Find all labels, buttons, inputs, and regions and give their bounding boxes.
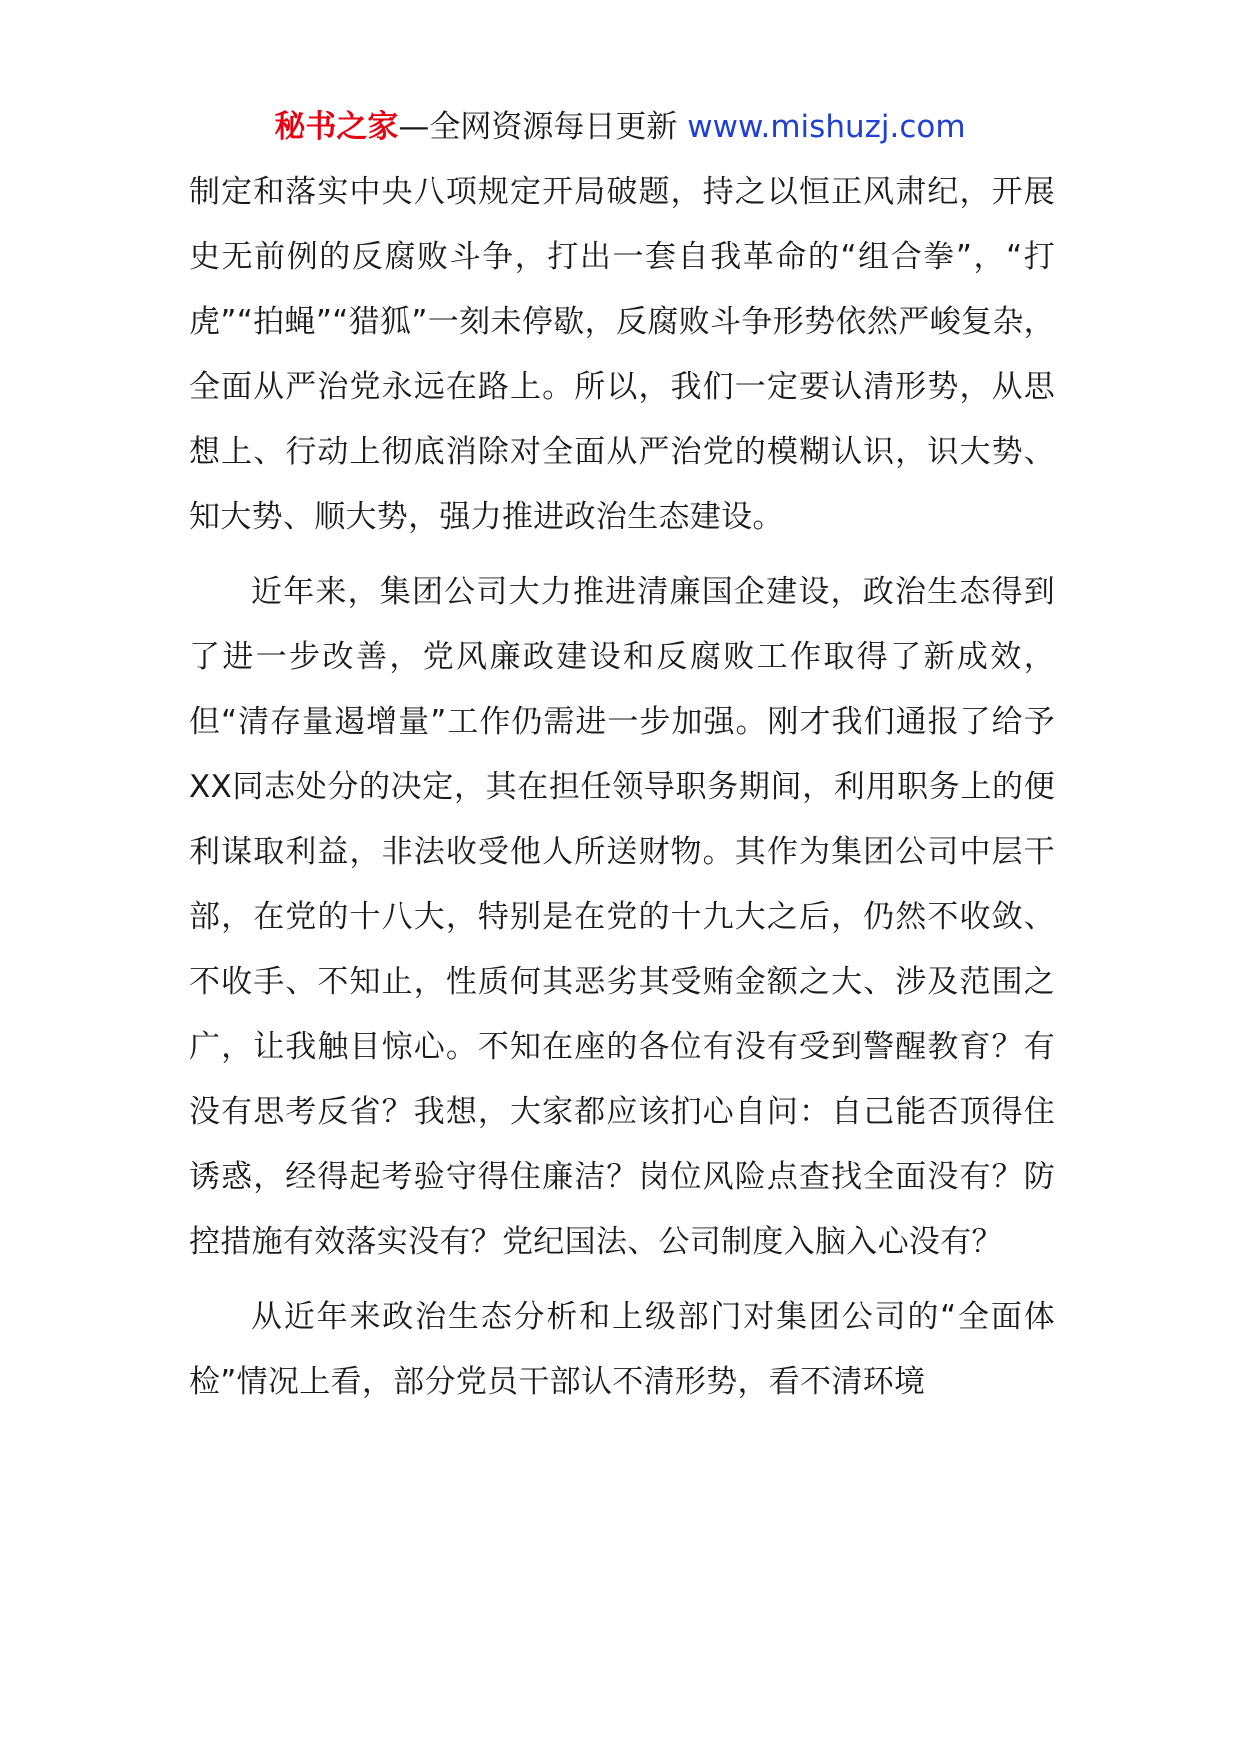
header-tagline: —全网资源每日更新 [398, 109, 688, 145]
paragraph-continuation: 制定和落实中央八项规定开局破题，持之以恒正风肃纪，开展史无前例的反腐败斗争，打出一套自我革命的“组合拳”，“打虎”“拍蝇”“猎狐”一刻未停歇，反腐败斗争形势依然严峻复杂，全面从严治党永远在路上。所以，我们一定要认清形势，从思想上、行动上彻底消除对全面从严治党的模糊认识，识大势、知大势、顺大势，强力推进政治生态建设。 [189, 174, 1055, 535]
paragraph-political-ecology: 从近年来政治生态分析和上级部门对集团公司的“全面体检”情况上看，部分党员干部认不清形势，看不清环境 [189, 1299, 1055, 1400]
page-header [0, 97, 1240, 157]
paragraph-recent-years: 近年来，集团公司大力推进清廉国企建设，政治生态得到了进一步改善，党风廉政建设和反腐败工作取得了新成效，但“清存量遏增量”工作仍需进一步加强。刚才我们通报了给予XX同志处分的决定，其在担任领导职务期间，利用职务上的便利谋取利益，非法收受他人所送财物。其作为集团公司中层干部，在党的十八大，特别是在党的十九大之后，仍然不收敛、不收手、不知止，性质何其恶劣其受贿金额之大、涉及范围之广，让我触目惊心。不知在座的各位有没有受到警醒教育？有没有思考反省？我想，大家都应该扪心自问：自己能否顶得住诱惑，经得起考验守得住廉洁？岗位风险点查找全面没有？防控措施有效落实没有？党纪国法、公司制度入脑入心没有？ [189, 574, 1055, 1260]
site-url-link[interactable]: www.mishuzj.com [687, 109, 966, 145]
brand-name: 秘书之家 [274, 109, 399, 145]
document-body [189, 160, 1055, 1415]
